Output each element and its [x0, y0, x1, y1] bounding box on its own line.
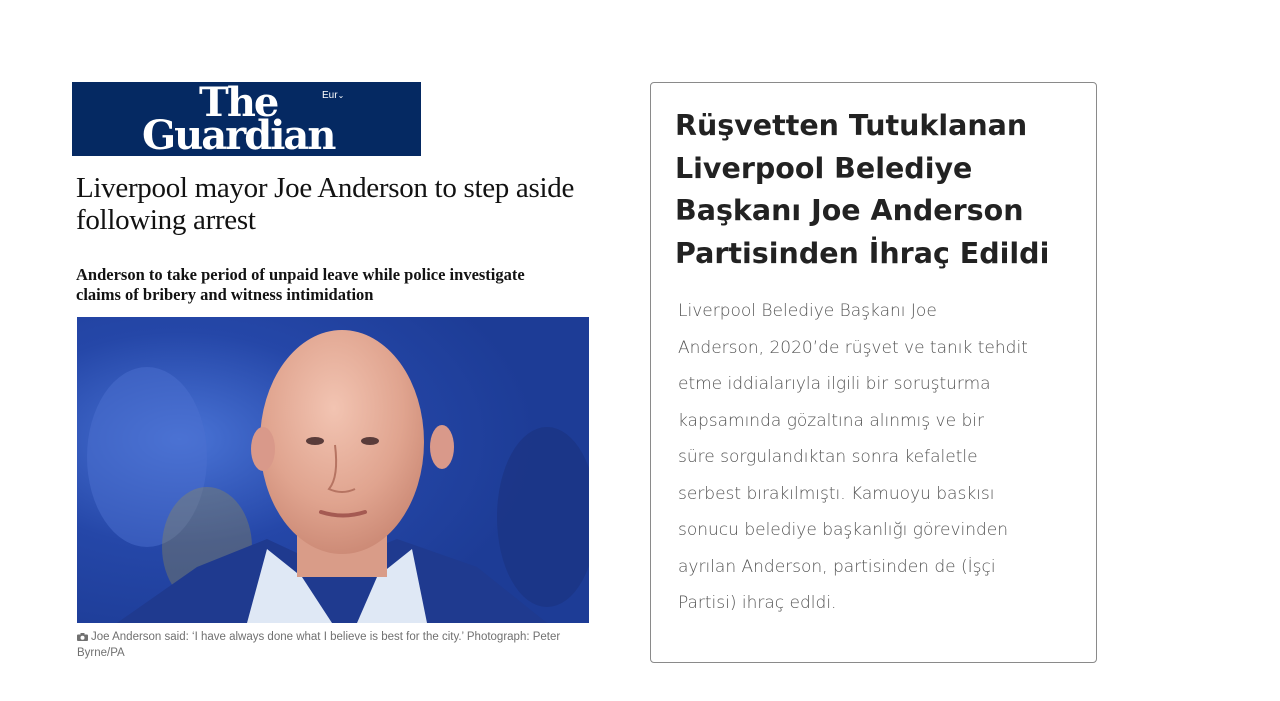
article-photo [77, 317, 589, 623]
turkish-summary-card [650, 82, 1097, 663]
caption-text: Joe Anderson said: ‘I have always done what I believe is best for the city.’ Photograph: Peter Byrne/PA [77, 631, 561, 659]
summary-title: Rüşvetten Tutuklanan Liverpool Belediye Başkanı Joe Anderson Partisinden İhraç Edildi [675, 109, 1050, 270]
edition-selector[interactable] [322, 90, 344, 101]
logo-line-1: The [199, 79, 278, 126]
edition-label: Eur [322, 90, 338, 101]
guardian-masthead [72, 79, 421, 159]
guardian-logo[interactable] [142, 79, 335, 159]
camera-icon [77, 633, 88, 641]
article-headline: Liverpool mayor Joe Anderson to step aside following arrest [76, 172, 575, 236]
photo-caption [77, 629, 587, 661]
logo-line-2: Guardian [142, 112, 335, 159]
summary-body: Liverpool Belediye Başkanı Joe Anderson, 2020’de rüşvet ve tanık tehdit etme iddialarıyla ilgili bir soruşturma kapsamında gözaltına alınmış ve bir süre sorgulandıktan sonra kefaletle serbest bırakılmıştı. Kamuoyu baskısı sonucu belediye başkanlığı görevinden ayrılan Anderson, partisinden de (İşçi Partisi) ihraç edldi. [678, 301, 1028, 613]
chevron-down-icon: ⌄ [337, 91, 345, 100]
article-standfirst: Anderson to take period of unpaid leave while police investigate claims of bribery and witness intimidation [76, 265, 525, 304]
